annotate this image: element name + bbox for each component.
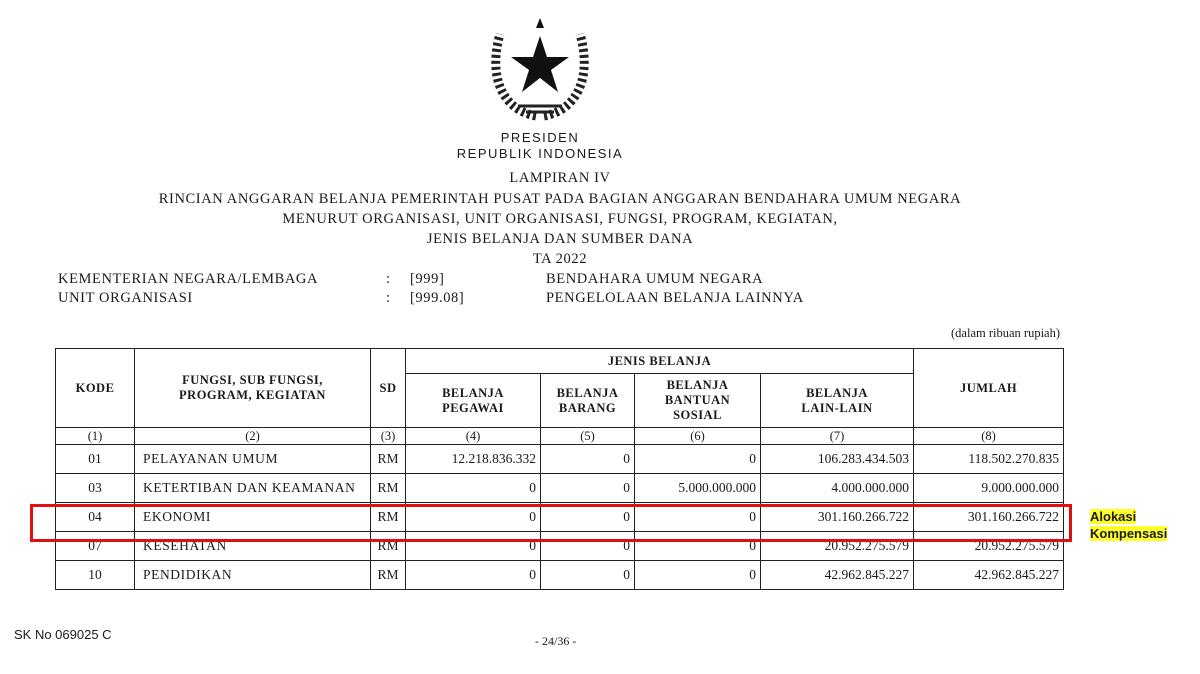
page-number: - 24/36 - (535, 634, 577, 648)
cell-kode: 10 (56, 561, 135, 590)
allocation-callout (1090, 508, 1167, 542)
document-title-line-3: JENIS BELANJA DAN SUMBER DANA (426, 231, 694, 247)
column-index: (4) (406, 428, 541, 445)
header-kode: KODE (56, 349, 135, 428)
callout-line-1: Alokasi (1090, 509, 1137, 524)
cell-pegawai: 0 (406, 561, 541, 590)
cell-jumlah: 20.952.275.579 (914, 532, 1064, 561)
callout-line-2: Kompensasi (1090, 526, 1168, 541)
header-jumlah: JUMLAH (914, 349, 1064, 428)
highlight-box (30, 504, 1072, 542)
table-row (56, 474, 1064, 503)
unit-label: UNIT ORGANISASI (58, 290, 193, 306)
table-row (56, 445, 1064, 474)
cell-lain: 20.952.275.579 (761, 532, 914, 561)
cell-kode: 07 (56, 532, 135, 561)
column-index: (7) (761, 428, 914, 445)
cell-bansos: 0 (635, 445, 761, 474)
column-index: (1) (56, 428, 135, 445)
cell-jumlah: 42.962.845.227 (914, 561, 1064, 590)
cell-lain: 106.283.434.503 (761, 445, 914, 474)
header-lain-line-2: LAIN-LAIN (801, 400, 873, 415)
cell-sd: RM (371, 474, 406, 503)
header-barang-line-2: BARANG (558, 400, 617, 415)
cell-jumlah: 118.502.270.835 (914, 445, 1064, 474)
table-row (56, 561, 1064, 590)
ministry-code: [999] (410, 271, 445, 287)
attachment-number: LAMPIRAN IV (509, 170, 611, 186)
budget-table (55, 348, 1064, 590)
garuda-star-emblem (488, 6, 592, 124)
cell-sd: RM (371, 503, 406, 532)
cell-fungsi: KETERTIBAN DAN KEAMANAN (135, 474, 371, 503)
unit-separator: : (386, 290, 391, 306)
cell-kode: 04 (56, 503, 135, 532)
header-belanja-pegawai (406, 374, 541, 428)
unit-name: PENGELOLAAN BELANJA LAINNYA (546, 290, 804, 306)
ministry-label: KEMENTERIAN NEGARA/LEMBAGA (58, 271, 319, 287)
cell-lain: 301.160.266.722 (761, 503, 914, 532)
ministry-name: BENDAHARA UMUM NEGARA (546, 271, 764, 287)
cell-sd: RM (371, 445, 406, 474)
column-index: (2) (135, 428, 371, 445)
header-bansos-line-2: BANTUAN (664, 393, 731, 407)
cell-jumlah: 301.160.266.722 (914, 503, 1064, 532)
cell-barang: 0 (541, 561, 635, 590)
header-barang-line-1: BELANJA (556, 385, 619, 400)
cell-sd: RM (371, 532, 406, 561)
cell-bansos: 5.000.000.000 (635, 474, 761, 503)
fiscal-year: TA 2022 (532, 251, 588, 267)
cell-pegawai: 0 (406, 532, 541, 561)
cell-fungsi: EKONOMI (135, 503, 371, 532)
document-title-line-2: MENURUT ORGANISASI, UNIT ORGANISASI, FUNGSI, PROGRAM, KEGIATAN, (282, 211, 838, 227)
cell-fungsi: KESEHATAN (135, 532, 371, 561)
cell-sd: RM (371, 561, 406, 590)
header-lain-line-1: BELANJA (806, 385, 868, 400)
ministry-separator: : (386, 271, 391, 287)
column-index-row (56, 428, 1064, 445)
cell-bansos: 0 (635, 532, 761, 561)
cell-fungsi: PELAYANAN UMUM (135, 445, 371, 474)
cell-pegawai: 0 (406, 503, 541, 532)
header-pegawai-line-2: PEGAWAI (442, 400, 504, 415)
cell-bansos: 0 (635, 561, 761, 590)
cell-barang: 0 (541, 532, 635, 561)
cell-barang: 0 (541, 445, 635, 474)
cell-bansos: 0 (635, 503, 761, 532)
header-bansos-line-3: SOSIAL (673, 408, 722, 422)
agency-country: REPUBLIK INDONESIA (456, 146, 624, 161)
currency-unit-note: (dalam ribuan rupiah) (951, 326, 1060, 340)
header-fungsi (135, 349, 371, 428)
cell-pegawai: 12.218.836.332 (406, 445, 541, 474)
header-belanja-barang (541, 374, 635, 428)
header-bansos-line-1: BELANJA (666, 378, 729, 392)
column-index: (8) (914, 428, 1064, 445)
header-belanja-bantuan-sosial (635, 374, 761, 428)
header-jenis-belanja: JENIS BELANJA (406, 349, 914, 374)
column-index: (6) (635, 428, 761, 445)
unit-code: [999.08] (410, 290, 465, 306)
agency-name: PRESIDEN (500, 130, 580, 145)
column-index: (3) (371, 428, 406, 445)
cell-fungsi: PENDIDIKAN (135, 561, 371, 590)
cell-lain: 4.000.000.000 (761, 474, 914, 503)
cell-barang: 0 (541, 474, 635, 503)
cell-kode: 01 (56, 445, 135, 474)
sk-number: SK No 069025 C (14, 627, 112, 642)
cell-barang: 0 (541, 503, 635, 532)
cell-jumlah: 9.000.000.000 (914, 474, 1064, 503)
header-fungsi-line-2: PROGRAM, KEGIATAN (179, 388, 326, 402)
header-belanja-lain-lain (761, 374, 914, 428)
header-sd: SD (371, 349, 406, 428)
header-pegawai-line-1: BELANJA (442, 385, 504, 400)
column-index: (5) (541, 428, 635, 445)
header-fungsi-line-1: FUNGSI, SUB FUNGSI, (182, 373, 323, 387)
cell-kode: 03 (56, 474, 135, 503)
cell-pegawai: 0 (406, 474, 541, 503)
cell-lain: 42.962.845.227 (761, 561, 914, 590)
document-title-line-1: RINCIAN ANGGARAN BELANJA PEMERINTAH PUSAT PADA BAGIAN ANGGARAN BENDAHARA UMUM NEGARA (158, 191, 962, 207)
